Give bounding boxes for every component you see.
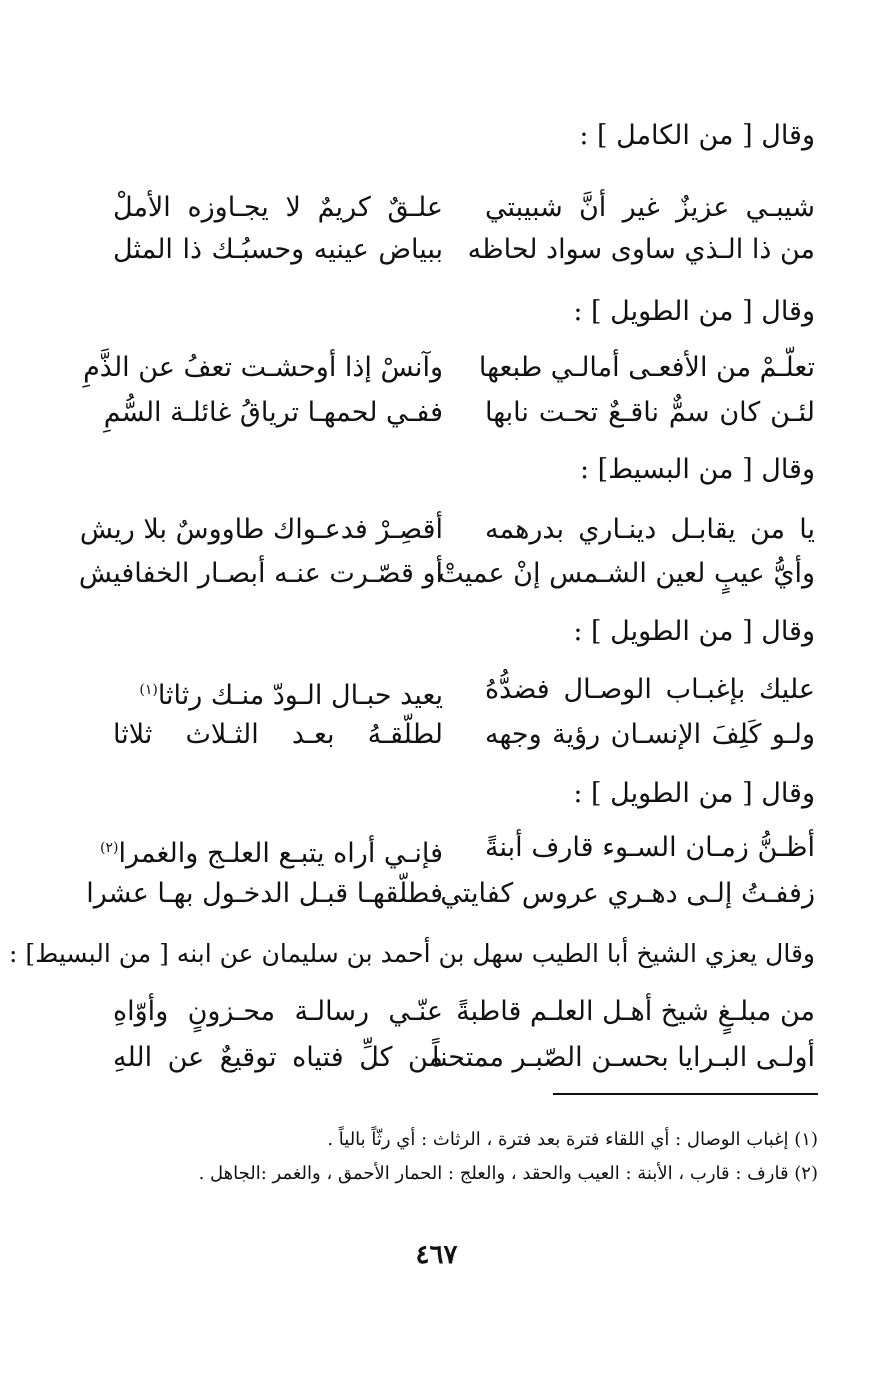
poem-intro: وقال [ من الطويل ] : (573, 296, 815, 327)
verse-second-hemistich: أو قصّـرت عنـه أبصـار الخفافيش (78, 558, 443, 589)
verse-first-hemistich: يا من يقابـل دينـاري بدرهمه (485, 514, 815, 545)
verse-first-hemistich: لئـن كان سمٌّ ناقـعٌ تحـت نابها (485, 397, 815, 428)
verse-first-hemistich: وأيُّ عيبٍ لعين الشـمس إنْ عميتْ (438, 558, 815, 589)
verse-second-hemistich: من كلِّ فتياه توقيعٌ عن اللهِ (113, 1042, 443, 1073)
footnote: (١) إغباب الوصال : أي اللقاء فترة بعد فترة ، الرثاث : أي رثّاً بالياً . (327, 1129, 818, 1150)
verse-first-hemistich: من مبلـغٍ شيخ أهـل العلـم قاطبةً (456, 996, 815, 1027)
verse-second-hemistich-with-note (113, 672, 443, 714)
verse-second-hemistich: عنّـي رسالـة محـزونٍ وأوّاهِ (113, 996, 443, 1027)
verse-second-hemistich: يعيد حبـال الـودّ منـك رثاثا (157, 680, 443, 711)
verse-second-hemistich: ببياض عينيه وحسبُـك ذا المثل (113, 234, 443, 265)
verse-second-hemistich: ففـي لحمهـا ترياقُ غائلـة السُّمِ (103, 397, 443, 428)
poem-intro: وقال يعزي الشيخ أبا الطيب سهل بن أحمد بن سليمان عن ابنه [ من البسيط] : (8, 939, 815, 968)
verse-first-hemistich: زففـتُ إلـى دهـري عروس كفايتي (440, 878, 815, 909)
footnote-divider (553, 1093, 818, 1095)
verse-first-hemistich: تعلّـمْ من الأفعـى أمالـي طبعها (478, 352, 815, 383)
poem-intro: وقال [ من الكامل ] : (579, 120, 815, 151)
verse-second-hemistich-with-note (100, 830, 443, 872)
verse-first-hemistich: شيبـي عزيزٌ غير أنَّ شبيبتي (485, 192, 815, 223)
page-number: ٤٦٧ (415, 1240, 458, 1270)
verse-first-hemistich: أولـى البـرايا بحسـن الصّبـر ممتحناً (431, 1042, 815, 1073)
verse-first-hemistich: أظـنُّ زمـان السـوء قارف أبنةً (485, 832, 815, 863)
verse-second-hemistich: علـقٌ كريمٌ لا يجـاوزه الأملْ (113, 192, 443, 223)
poem-intro: وقال [ من الطويل ] : (573, 778, 815, 809)
verse-second-hemistich: وآنسْ إذا أوحشـت تعفُ عن الذَّمِ (83, 352, 443, 383)
verse-first-hemistich: ولـو كَلِفَ الإنسـان رؤية وجهه (485, 719, 815, 750)
verse-second-hemistich: أقصِـرْ فدعـواك طاووسٌ بلا ريش (79, 514, 443, 545)
verse-second-hemistich: فطلّقهـا قبـل الدخـول بهـا عشرا (86, 878, 443, 909)
poem-intro: وقال [ من البسيط] : (579, 454, 815, 485)
verse-first-hemistich: عليك بإغبـاب الوصـال فضدُّهُ (485, 674, 815, 705)
footnote: (٢) قارف : قارب ، الأبنة : العيب والحقد ، والعلج : الحمار الأحمق ، والغمر :الجاهل . (198, 1163, 818, 1184)
verse-first-hemistich: من ذا الـذي ساوى سواد لحاظه (467, 234, 815, 265)
poem-intro: وقال [ من الطويل ] : (573, 616, 815, 647)
footnote-marker: (٢) (100, 840, 119, 856)
verse-second-hemistich: لطلّقـهُ بعـد الثـلاث ثلاثا (113, 719, 443, 750)
footnote-marker: (١) (139, 682, 158, 698)
verse-second-hemistich: فإنـي أراه يتبـع العلـج والغمرا (118, 838, 443, 869)
